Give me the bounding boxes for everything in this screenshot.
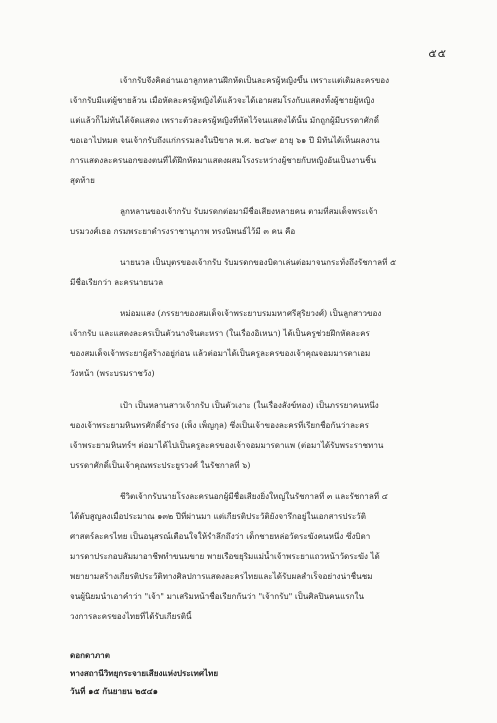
paragraph-5-line: เจ้าพระยามหินทร์ฯ ต่อมาได้ไปเป็นครูละครของเจ้าจอมมารดาแพ (ต่อมาได้รับพระราชทาน	[70, 440, 384, 450]
paragraph-2-line: บรมวงศ์เธอ กรมพระยาดำรงราชานุภาพ ทรงนิพนธ์ไว้มี ๓ คน คือ	[70, 226, 296, 236]
page-number: ๕๕	[428, 47, 447, 60]
paragraph-5-line: บรรดาศักดิ์เป็นเจ้าคุณพระประยูรวงศ์ ในรัชกาลที่ ๖)	[70, 460, 251, 470]
signature-organization: ทางสถานีวิทยุกระจายเสียงแห่งประเทศไทย	[70, 668, 219, 678]
paragraph-3-line: มีชื่อเรียกว่า ละครนายนวล	[70, 277, 164, 287]
paragraph-4-line: หม่อมแสง (ภรรยาของสมเด็จเจ้าพระยาบรมมหาศรีสุริยวงศ์) เป็นลูกสาวของ	[120, 308, 382, 318]
paragraph-3-line: นายนวล เป็นบุตรของเจ้ากรับ รับมรดกของบิดาเล่นต่อมาจนกระทั่งถึงรัชกาลที่ ๕	[120, 257, 397, 267]
paragraph-6-line: จนผู้นิยมนำเอาคำว่า "เจ้า" มาเสริมหน้าชื่อเรียกกันว่า "เจ้ากรับ" เป็นศิลปินคนแรกใน	[70, 591, 365, 601]
paragraph-5-line: ของเจ้าพระยามหินทรศักดิ์ธำรง (เพ็ง เพ็ญกุล) ซึ่งเป็นเจ้าของละครที่เรียกชื่อกันว่าละคร	[70, 420, 370, 430]
paragraph-6-line: ศาสตร์ละครไทย เป็นอนุสรณ์เตือนใจให้รำลึกถึงว่า เด็กชายหล่อวัดระฆังคนหนึ่ง ซึ่งบิดา	[70, 531, 371, 541]
signature-author: ดอกดาภาต	[70, 650, 110, 660]
paragraph-1-line: เจ้ากรับมีแต่ผู้ชายล้วน เมื่อหัดละครผู้หญิงได้แล้วจะได้เอาผสมโรงกับแสดงทั้งผู้ชายผู้หญิง	[70, 95, 375, 105]
paragraph-6-line: ชีวิตเจ้ากรับนายโรงละครนอกผู้มีชื่อเสียงยิ่งใหญ่ในรัชกาลที่ ๓ และรัชกาลที่ ๔	[120, 491, 388, 501]
paragraph-1-line: เจ้ากรับจึงคิดอ่านเอาลูกหลานฝึกหัดเป็นละครผู้หญิงขึ้น เพราะแต่เดิมละครของ	[120, 75, 390, 85]
paragraph-6-line: มารดาประกอบสัมมาอาชีพทำขนมขาย พายเรือขยุริมแม่น้ำเจ้าพระยาแถวหน้าวัดระฆัง ได้	[70, 551, 380, 561]
paragraph-6-line: ได้ดับสูญลงเมื่อประมาณ ๑๓๒ ปีที่ผ่านมา แต่เกียรติประวัติยังจารึกอยู่ในเอกสารประวัติ	[70, 511, 366, 521]
paragraph-2-line: ลูกหลานของเจ้ากรับ รับมรดกต่อมามีชื่อเสียงหลายคน ตามที่สมเด็จพระเจ้า	[120, 206, 378, 216]
paragraph-5-line: เป้า เป็นหลานสาวเจ้ากรับ เป็นตัวเงาะ (ในเรื่องสังข์ทอง) เป็นภรรยาคนหนึ่ง	[120, 400, 379, 410]
paragraph-1-line: การแสดงละครนอกของตนที่ได้ฝึกหัดมาแสดงผสมโรงระหว่างผู้ชายกับหญิงอันเป็นงานชิ้น	[70, 155, 377, 165]
paragraph-4-line: วังหน้า (พระบรมราชวัง)	[70, 368, 155, 378]
paragraph-6-line: วงการละครของไทยที่ได้รับเกียรตินี้	[70, 611, 192, 621]
paragraph-4-line: เจ้ากรับ และแสดงละครเป็นตัวนางจินตะหรา (ในเรื่องอิเหนา) ได้เป็นครูช่วยฝึกหัดละคร	[70, 328, 370, 338]
paragraph-6-line: พยายามสร้างเกียรติประวัติทางศิลปการแสดงละครไทยและได้รับผลสำเร็จอย่างน่าชื่นชม	[70, 571, 373, 581]
paragraph-1-line: ขอเอาไปหมด จนเจ้ากรับถึงแก่กรรมลงในปีขาล พ.ศ. ๒๔๖๙ อายุ ๖๑ ปี มิทันได้เห็นผลงาน	[70, 135, 380, 145]
paragraph-1-line: สุดท้าย	[70, 175, 95, 185]
paragraph-1-line: แต่แล้วก็ไม่ทันได้จัดแสดง เพราะตัวละครผู้หญิงที่หัดไว้จนแสดงได้นั้น มักถูกผู้มีบรรดาศักดิ์	[70, 115, 379, 125]
paragraph-4-line: ของสมเด็จเจ้าพระยาผู้สร้างอยู่ก่อน แล้วต่อมาได้เป็นครูละครของเจ้าคุณจอมมารดาเอม	[70, 348, 371, 358]
signature-date: วันที่ ๑๕ กันยายน ๒๕๔๑	[70, 686, 158, 696]
